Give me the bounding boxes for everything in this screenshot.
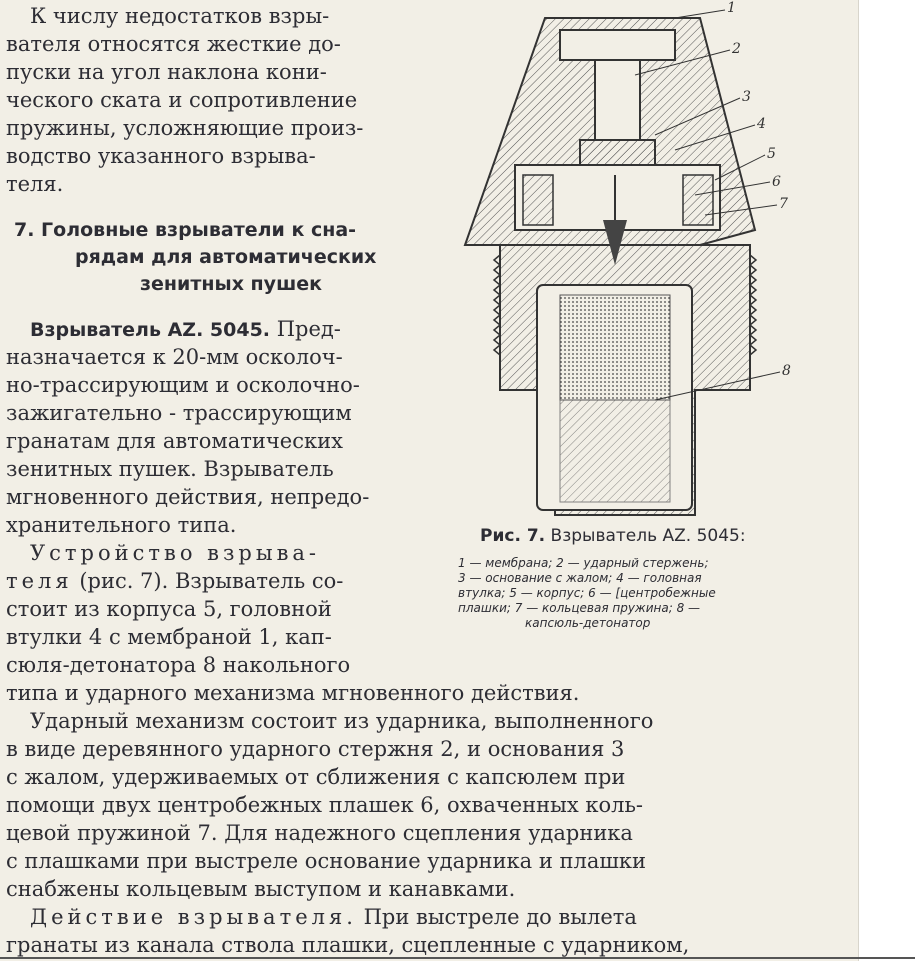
section-heading: рядам для автоматических xyxy=(75,246,377,268)
figure-label: 2 xyxy=(732,41,741,57)
text-line: назначается к 20-мм осколоч- xyxy=(6,345,343,369)
text-line: сюля-детонатора 8 накольного xyxy=(6,653,351,677)
fuze-model-name: Взрыватель AZ. 5045. xyxy=(30,319,271,341)
text-line: вателя относятся жесткие до- xyxy=(6,32,341,56)
text-line: теля. xyxy=(6,172,64,196)
section-heading: 7. Головные взрыватели к сна- xyxy=(14,219,357,241)
text-line: хранительного типа. xyxy=(6,513,237,537)
text-line: Действие взрывателя. При выстреле до вылета xyxy=(30,905,637,929)
bottom-border xyxy=(0,957,915,959)
text-line: в виде деревянного ударного стержня 2, и основания 3 xyxy=(6,737,625,761)
text-line: с жалом, удерживаемых от сближения с капсюлем при xyxy=(6,765,626,789)
text-line: теля (рис. 7). Взрыватель со- xyxy=(6,569,344,593)
figure-caption: Рис. 7. Взрыватель AZ. 5045: xyxy=(480,526,746,546)
figure-legend-line: плашки; 7 — кольцевая пружина; 8 — xyxy=(458,601,701,615)
text-line: цевой пружиной 7. Для надежного сцепления ударника xyxy=(6,821,633,845)
text-line: зенитных пушек. Взрыватель xyxy=(6,457,334,481)
text-line: Взрыватель AZ. 5045. Пред- xyxy=(30,317,341,341)
figure-label: 8 xyxy=(782,363,791,379)
text-line: но-трассирующим и осколочно- xyxy=(6,373,360,397)
text-line: помощи двух центробежных плашек 6, охваченных коль- xyxy=(6,793,644,817)
text-line: пружины, усложняющие произ- xyxy=(6,116,364,140)
text-line: с плашками при выстреле основание ударника и плашки xyxy=(6,849,647,873)
text-line: ческого ската и сопротивление xyxy=(6,88,358,112)
text-line: Устройство взрыва- xyxy=(30,541,321,565)
figure-label: 3 xyxy=(742,89,751,105)
text-line: втулки 4 с мембраной 1, кап- xyxy=(6,625,332,649)
figure-legend-line: втулка; 5 — корпус; 6 — [центробежные xyxy=(458,586,716,600)
figure-label: 7 xyxy=(779,196,788,212)
figure-label: 5 xyxy=(767,146,776,162)
figure-label: 1 xyxy=(727,0,736,16)
text-line: гранатам для автоматических xyxy=(6,429,343,453)
figure-legend-line: 1 — мембрана; 2 — ударный стержень; xyxy=(458,556,709,570)
figure-legend-line: 3 — основание с жалом; 4 — головная xyxy=(458,571,702,585)
text-line: пуски на угол наклона кони- xyxy=(6,60,327,84)
text-line: типа и ударного механизма мгновенного действия. xyxy=(6,681,580,705)
text-line: мгновенного действия, непредо- xyxy=(6,485,370,509)
figure-label: 6 xyxy=(772,174,781,190)
figure-label: 4 xyxy=(757,116,766,132)
text-line: снабжены кольцевым выступом и канавками. xyxy=(6,877,516,901)
text-line: Ударный механизм состоит из ударника, выполненного xyxy=(30,709,654,733)
text-line: зажигательно - трассирующим xyxy=(6,401,352,425)
text-line: стоит из корпуса 5, головной xyxy=(6,597,332,621)
text-line: гранаты из канала ствола плашки, сцепленные с ударником, xyxy=(6,933,690,957)
text-line: водство указанного взрыва- xyxy=(6,144,316,168)
section-heading: зенитных пушек xyxy=(140,273,323,295)
figure-legend-line: капсюль-детонатор xyxy=(525,616,651,630)
text-line: К числу недостатков взры- xyxy=(30,4,330,28)
fuze-cross-section-icon xyxy=(455,0,850,520)
